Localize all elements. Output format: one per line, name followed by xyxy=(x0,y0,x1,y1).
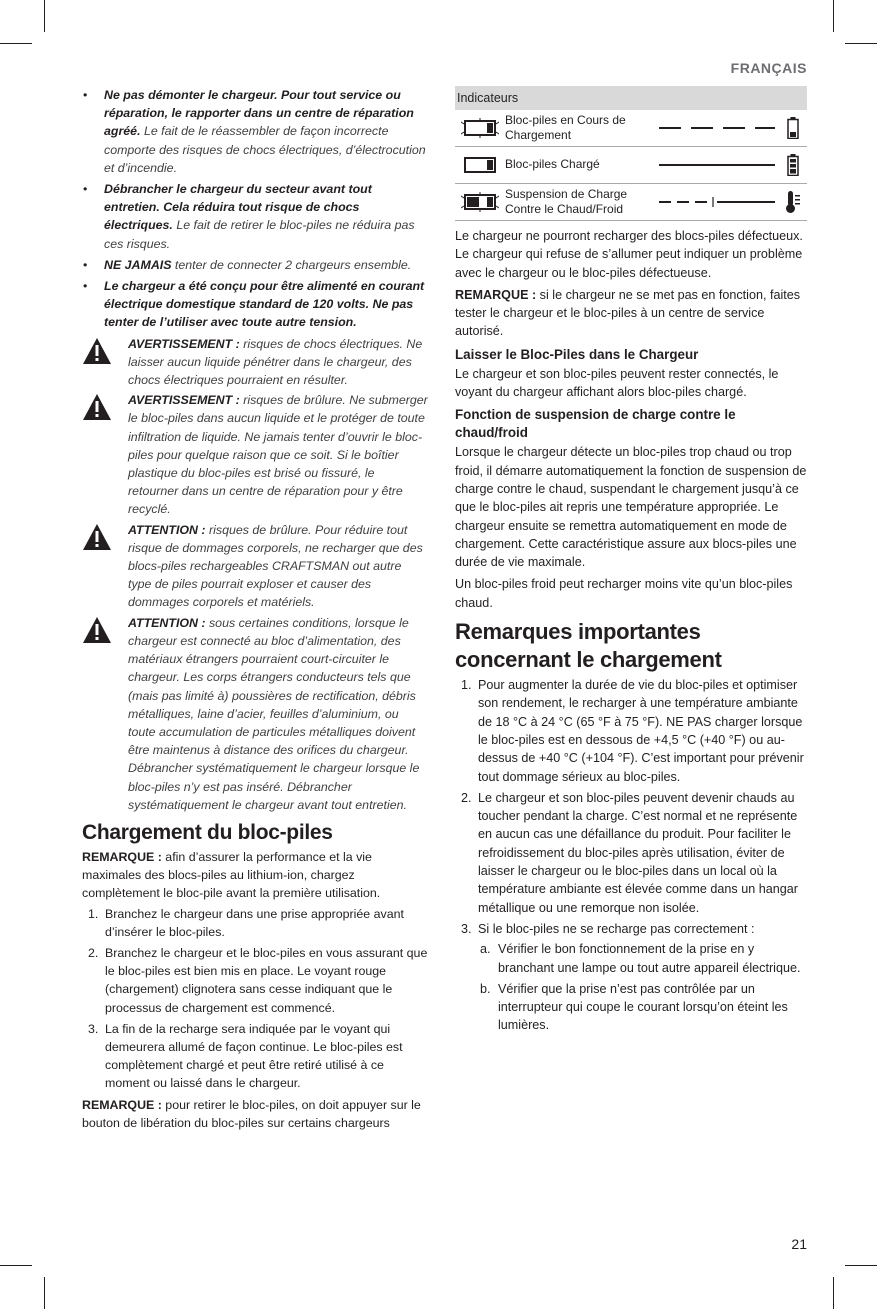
steps-list xyxy=(82,905,428,1093)
crop-mark xyxy=(44,1277,45,1309)
sub-list xyxy=(478,940,807,1034)
crop-mark xyxy=(0,1265,32,1266)
indicator-label: Suspension de Charge Contre le Chaud/Froid xyxy=(505,186,628,216)
subheading: Fonction de suspension de charge contre le chaud/froid xyxy=(455,407,736,441)
right-column xyxy=(455,86,807,1038)
indicator-table xyxy=(455,86,807,221)
warning-text: risques de brûlure. Pour réduire tout risque de dommages corporels, ne recharger que des blocs-piles rechargeables CRAFTSMAN out autre type de piles pourrait exploser et causer des dommages corporels et matériels. xyxy=(128,522,423,610)
crop-mark xyxy=(845,1265,877,1266)
warning-label: AVERTISSEMENT : xyxy=(128,336,240,351)
thermometer-icon xyxy=(779,190,807,214)
bullet-item xyxy=(82,277,428,332)
list-number: 1. xyxy=(88,906,99,921)
warning-text: risques de brûlure. Ne submerger le bloc-piles dans aucun liquide et le protéger de toute infiltration de liquide. Ne jamais tenter d’ouvrir le bloc-piles pour quelque raison que ce soit. Si le boîtier plastique du bloc-piles est brisé ou fissuré, le retourner dans un centre de réparation pour y être recyclé. xyxy=(128,393,428,517)
note-paragraph xyxy=(82,1096,428,1132)
list-text: Branchez le chargeur et le bloc-piles en vous assurant que le bloc-piles est bien mis en place. Le voyant rouge (chargement) clignotera sans cesse indiquant que le processus de chargement est commencé. xyxy=(105,945,428,1015)
note-text: afin d’assurer la performance et la vie maximales des blocs-piles au lithium-ion, chargez complètement le bloc-pile avant la première utilisation. xyxy=(82,849,381,901)
warning-block xyxy=(82,335,428,390)
warning-block xyxy=(82,614,428,814)
bullet-text: Le fait de le réassembler de façon incorrecte comporte des risques de chocs électriques, d’électrocution et d’incendie. xyxy=(104,124,426,175)
section-heading: Chargement du bloc-piles xyxy=(82,820,333,844)
list-item xyxy=(455,920,807,1035)
language-label: FRANÇAIS xyxy=(730,60,807,76)
crop-mark xyxy=(833,1277,834,1309)
indicator-label: Bloc-piles en Cours de Chargement xyxy=(505,112,626,142)
bullet-item xyxy=(82,180,428,253)
warning-text: risques de chocs électriques. Ne laisser aucun liquide pénétrer dans le chargeur, des chocs électriques pourraient en résulter. xyxy=(128,336,423,388)
list-letter: b. xyxy=(480,981,491,996)
warning-triangle-icon xyxy=(82,523,112,551)
warning-label: AVERTISSEMENT : xyxy=(128,393,240,408)
crop-mark xyxy=(845,43,877,44)
bullet-bold: Le chargeur a été conçu pour être alimenté en courant électrique domestique standard de 120 volts. Ne pas tenter de l’utiliser avec toute autre tension. xyxy=(104,279,425,330)
hotcold-pattern-line xyxy=(655,196,779,208)
subheading: Laisser le Bloc-Piles dans le Chargeur xyxy=(455,346,699,362)
list-item xyxy=(478,940,807,977)
note-paragraph xyxy=(82,848,428,903)
note-paragraph xyxy=(455,286,807,341)
note-label: REMARQUE : xyxy=(455,287,537,302)
page-number: 21 xyxy=(791,1236,807,1252)
warning-block xyxy=(82,521,428,612)
warning-label: ATTENTION : xyxy=(128,615,206,630)
notes-list xyxy=(455,676,807,1035)
list-item xyxy=(82,905,428,941)
note-label: REMARQUE : xyxy=(82,1097,162,1112)
bullet-item xyxy=(82,256,428,274)
list-number: 3. xyxy=(461,921,472,936)
bullet-dot: • xyxy=(83,279,88,294)
charger-led-solid-icon xyxy=(455,155,505,175)
list-text: Si le bloc-piles ne se recharge pas correctement : xyxy=(478,921,755,936)
battery-charging-icon xyxy=(779,117,807,139)
charger-led-blinking-icon xyxy=(455,118,505,138)
list-number: 2. xyxy=(461,790,472,805)
list-text: Le chargeur et son bloc-piles peuvent devenir chauds au toucher pendant la charge. C’est normal et ne représente en aucun cas une défaillance du produit. Pour faciliter le refroidissement du bloc-piles après utilisation, éviter de laisser le chargeur ou le bloc-piles dans un local où la température ambiante est élevée comme dans un hangar métallique ou une remorque non isolée. xyxy=(478,790,798,915)
warning-block xyxy=(82,391,428,518)
section-heading: Remarques importantes concernant le chargement xyxy=(455,619,722,673)
crop-mark xyxy=(833,0,834,32)
indicator-table-header: Indicateurs xyxy=(455,86,807,110)
table-row xyxy=(455,110,807,147)
indicator-label: Bloc-piles Chargé xyxy=(505,157,600,172)
list-text: Vérifier le bon fonctionnement de la prise en y branchant une lampe ou tout autre appareil électrique. xyxy=(498,942,801,975)
battery-full-icon xyxy=(779,154,807,176)
bullet-dot: • xyxy=(83,257,88,272)
list-number: 1. xyxy=(461,678,472,693)
list-letter: a. xyxy=(480,942,491,957)
note-label: REMARQUE : xyxy=(82,849,162,864)
bullet-dot: • xyxy=(83,88,88,102)
list-number: 2. xyxy=(88,945,99,960)
warning-label: ATTENTION : xyxy=(128,522,206,537)
table-row xyxy=(455,184,807,221)
bullet-item xyxy=(82,86,428,177)
crop-mark xyxy=(0,43,32,44)
note-text: pour retirer le bloc-piles, on doit appuyer sur le bouton de libération du bloc-piles sur certains chargeurs xyxy=(82,1097,421,1130)
bullet-bold: NE JAMAIS xyxy=(104,257,172,272)
bullet-dot: • xyxy=(83,182,88,197)
list-item xyxy=(455,676,807,786)
paragraph: Un bloc-piles froid peut recharger moins vite qu’un bloc-piles chaud. xyxy=(455,577,793,610)
list-text: Branchez le chargeur dans une prise appropriée avant d’insérer le bloc-piles. xyxy=(105,906,404,939)
warning-triangle-icon xyxy=(82,337,112,365)
list-text: La fin de la recharge sera indiquée par le voyant qui demeurera allumé de façon continue. Le bloc-piles est complètement chargé et peut être retiré utilisé à ce moment ou laissé dans le chargeur. xyxy=(105,1021,403,1091)
blink-pattern-dashed xyxy=(655,126,779,130)
list-text: Vérifier que la prise n’est pas contrôlée par un interrupteur qui coupe le courant lorsqu’on éteint les lumières. xyxy=(498,981,788,1033)
warning-text: sous certaines conditions, lorsque le chargeur est connecté au bloc d’alimentation, des matériaux étrangers pourraient court-circuiter le chargeur. Les corps étrangers conducteurs tels que (mais pas limité à) poussières de rectification, débris métalliques, laine d’acier, feuilles d’aluminium, ou toute accumulation de particules métalliques doivent être maintenus à distance des orifices du chargeur. Débrancher systématiquement le chargeur lorsque le bloc-piles n’y est pas inséré. Débrancher systématiquement le chargeur avant tout entretien. xyxy=(128,615,420,812)
list-item xyxy=(455,789,807,917)
charger-led-hotcold-icon xyxy=(455,192,505,212)
solid-pattern-line xyxy=(655,163,779,167)
bullet-bold: Débrancher le chargeur du secteur avant tout entretien. Cela réduira tout risque de chocs électriques. xyxy=(104,182,372,233)
paragraph: Le chargeur et son bloc-piles peuvent rester connectés, le voyant du chargeur affichant alors bloc-piles chargé. xyxy=(455,366,779,400)
bullet-text: tenter de connecter 2 chargeurs ensemble. xyxy=(171,257,412,272)
paragraph: Lorsque le chargeur détecte un bloc-piles trop chaud ou trop froid, il démarre automatiquement la fonction de suspension de charge contre le chaud, suspendant le chargement jusqu’à ce que le bloc-piles ait repris une température appropriée. Le chargeur ensuite se remettra automatiquement en mode de chargement. Cette caractéristique assure aux blocs-piles une durée de vie maximale. xyxy=(455,445,807,570)
list-number: 3. xyxy=(88,1021,99,1036)
warning-triangle-icon xyxy=(82,393,112,421)
list-item xyxy=(82,1020,428,1093)
crop-mark xyxy=(44,0,45,32)
warning-triangle-icon xyxy=(82,616,112,644)
bullet-bold: Ne pas démonter le chargeur. Pour tout service ou réparation, le rapporter dans un centre de réparation agréé. xyxy=(104,88,414,139)
list-item xyxy=(82,944,428,1017)
note-text: si le chargeur ne se met pas en fonction, faites tester le chargeur et le bloc-piles à un centre de service autorisé. xyxy=(455,287,801,339)
left-column xyxy=(82,86,428,1132)
list-text: Pour augmenter la durée de vie du bloc-piles et optimiser son rendement, le recharger à une température ambiante de 18 °C à 24 °C (65 °F à 75 °F). NE PAS charger lorsque le bloc-piles est en dessous de +4,5 °C (+40 °F) ou au-dessus de +40 °C (+104 °F). C’est important pour prévenir tout dommage sérieux au bloc-piles. xyxy=(478,678,804,784)
list-item xyxy=(478,980,807,1035)
table-row xyxy=(455,147,807,184)
bullet-text: Le fait de retirer le bloc-piles ne réduira pas ces risques. xyxy=(104,218,415,251)
paragraph: Le chargeur ne pourront recharger des blocs-piles défectueux. Le chargeur qui refuse de s’allumer peut indiquer un problème avec le chargeur ou le bloc-piles défectueuse. xyxy=(455,229,803,280)
